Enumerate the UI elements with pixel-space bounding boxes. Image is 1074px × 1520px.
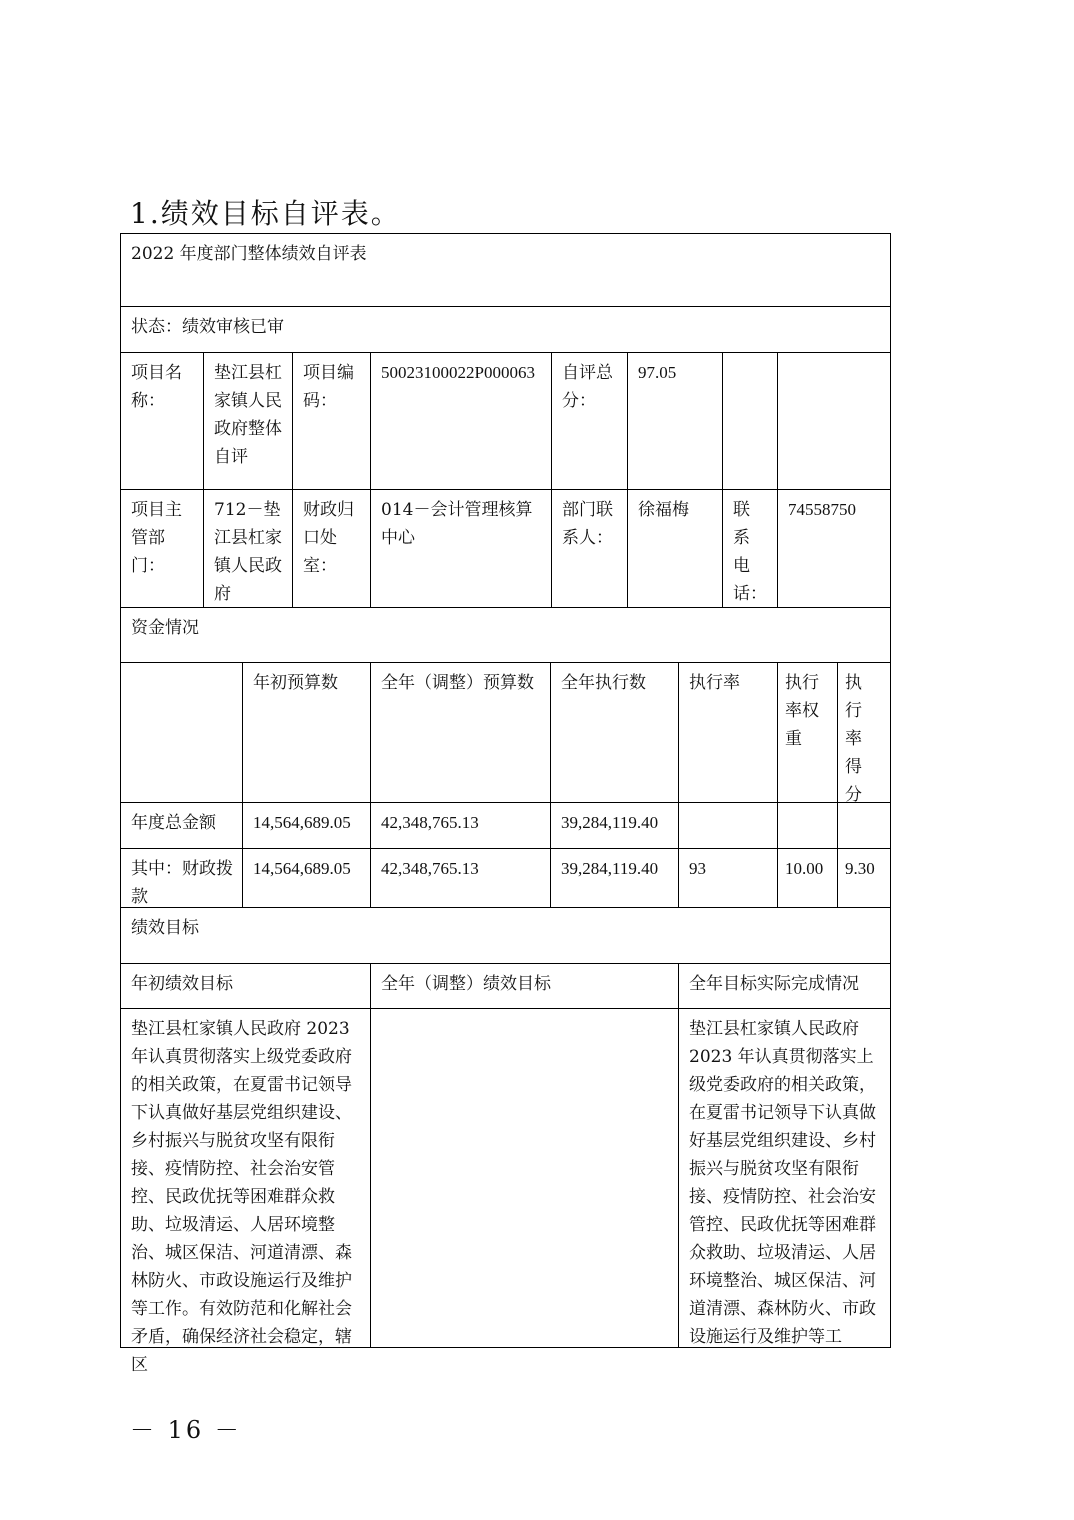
goals-initial-text: 垫江县杠家镇人民政府 2023 年认真贯彻落实上级党委政府的相关政策，在夏雷书记领导下认真做好基层党组织建设、乡村振兴与脱贫攻坚有限衔接、疫情防控、社会治安管控、民政优抚等困难群众救助、垃圾清运、人居环境整治、城区保洁、河道清漂、森林防火、市政设施运行及维护等工作。有效防范和化解社会矛盾，确保经济社会稳定，辖区: [121, 1009, 371, 1348]
funds-rate: [679, 803, 778, 849]
goals-header-adjusted: 全年（调整）绩效目标: [371, 964, 679, 1009]
performance-table: [120, 233, 891, 1375]
funds-header-initial: 年初预算数: [243, 663, 371, 803]
self-score-value: 97.05: [628, 353, 723, 490]
goals-header-actual: 全年目标实际完成情况: [679, 964, 891, 1009]
funds-header-blank: [121, 663, 243, 803]
goals-section-label: 绩效目标: [121, 908, 891, 964]
funds-row-label: 年度总金额: [121, 803, 243, 849]
goals-adjusted-text: [371, 1009, 679, 1348]
funds-executed: 39,284,119.40: [551, 803, 679, 849]
dept-value: 712－垫江县杠家镇人民政府: [204, 490, 293, 608]
status-text: 状态：绩效审核已审: [121, 307, 891, 353]
funds-header-adjusted: 全年（调整）预算数: [371, 663, 551, 803]
funds-initial: 14,564,689.05: [243, 803, 371, 849]
contact-label: 部门联系人：: [552, 490, 628, 608]
funds-score: [838, 803, 891, 849]
funds-initial: 14,564,689.05: [243, 849, 371, 908]
contact-value: 徐福梅: [628, 490, 723, 608]
funds-adjusted: 42,348,765.13: [371, 803, 551, 849]
funds-section-label: 资金情况: [121, 608, 891, 663]
page-number: － 16 －: [130, 1416, 242, 1444]
section-heading: 1.绩效目标自评表。: [130, 197, 401, 230]
phone-label: 联系电话：: [723, 490, 778, 608]
project-code-value: 50023100022P000063: [371, 353, 552, 490]
goals-header-initial: 年初绩效目标: [121, 964, 371, 1009]
table-title: 2022 年度部门整体绩效自评表: [121, 234, 891, 307]
goals-actual-text: 垫江县杠家镇人民政府 2023 年认真贯彻落实上级党委政府的相关政策，在夏雷书记领导下认真做好基层党组织建设、乡村振兴与脱贫攻坚有限衔接、疫情防控、社会治安管控、民政优抚等困难群众救助、垃圾清运、人居环境整治、城区保洁、河道清漂、森林防火、市政设施运行及维护等工: [679, 1009, 891, 1348]
funds-row-label: 其中：财政拨款: [121, 849, 243, 908]
funds-adjusted: 42,348,765.13: [371, 849, 551, 908]
empty-cell: [778, 353, 891, 490]
self-score-label: 自评总分：: [552, 353, 628, 490]
project-name-label: 项目名称：: [121, 353, 204, 490]
phone-value: 74558750: [778, 490, 891, 608]
office-value: 014－会计管理核算中心: [371, 490, 552, 608]
funds-weight: [778, 803, 838, 849]
funds-header-executed: 全年执行数: [551, 663, 679, 803]
funds-header-score: 执行率得分: [838, 663, 891, 803]
dept-label: 项目主管部门：: [121, 490, 204, 608]
project-name-value: 垫江县杠家镇人民政府整体自评: [204, 353, 293, 490]
funds-score: 9.30: [838, 849, 891, 908]
empty-cell: [723, 353, 778, 490]
funds-rate: 93: [679, 849, 778, 908]
funds-header-weight: 执行率权重: [778, 663, 838, 803]
funds-executed: 39,284,119.40: [551, 849, 679, 908]
funds-header-rate: 执行率: [679, 663, 778, 803]
funds-weight: 10.00: [778, 849, 838, 908]
office-label: 财政归口处室：: [293, 490, 371, 608]
project-code-label: 项目编码：: [293, 353, 371, 490]
